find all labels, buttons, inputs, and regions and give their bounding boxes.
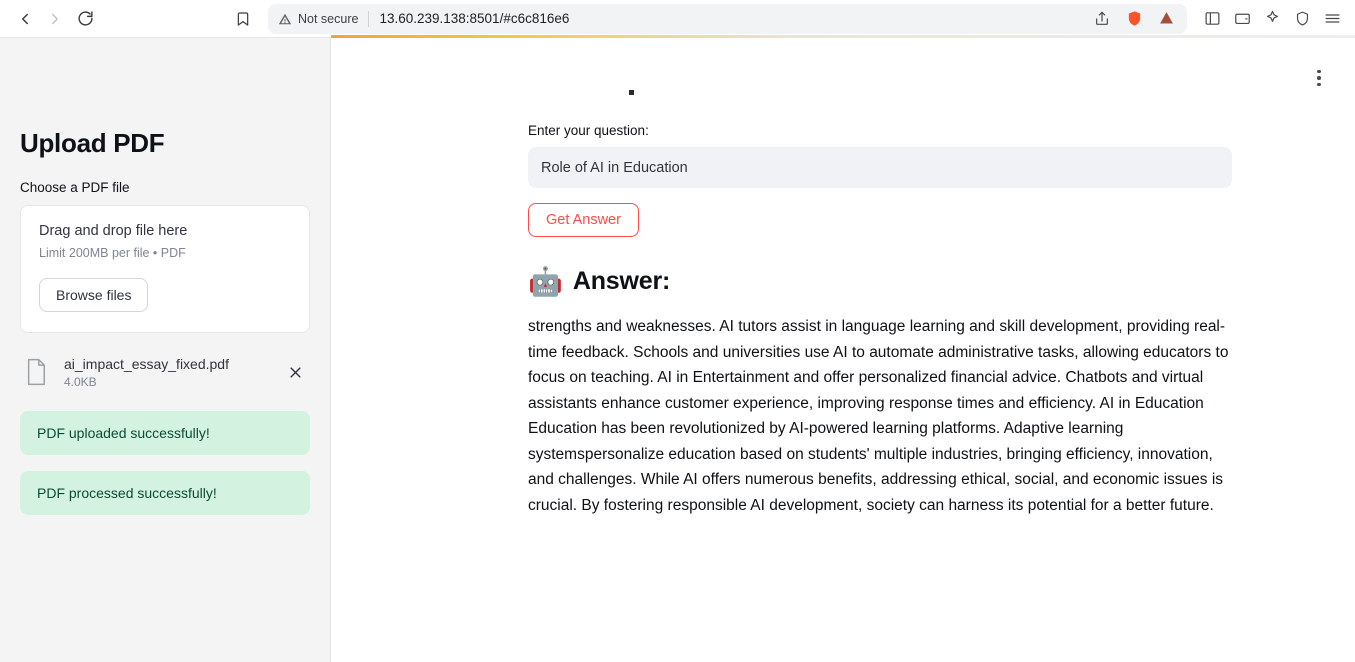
main-content	[331, 38, 1355, 662]
wallet-icon[interactable]	[1229, 6, 1255, 32]
question-label: Enter your question:	[528, 123, 649, 138]
answer-title: Answer:	[572, 267, 671, 295]
browser-actions	[1193, 6, 1345, 32]
alert-process-success: PDF processed successfully!	[20, 471, 310, 515]
file-uploader-label: Choose a PDF file	[20, 180, 130, 195]
warning-triangle-icon	[278, 12, 292, 26]
extensions-icon[interactable]	[1259, 6, 1285, 32]
share-icon[interactable]	[1089, 6, 1115, 32]
hamburger-menu-icon[interactable]	[1319, 6, 1345, 32]
brave-shield-icon[interactable]	[1121, 6, 1147, 32]
alert-upload-success: PDF uploaded successfully!	[20, 411, 310, 455]
uploaded-file-name: ai_impact_essay_fixed.pdf	[64, 355, 229, 372]
browse-files-button[interactable]: Browse files	[39, 278, 148, 312]
sidebar	[0, 38, 331, 662]
kebab-menu-icon[interactable]	[1305, 64, 1333, 92]
dropzone-title: Drag and drop file here	[39, 223, 188, 239]
forward-icon	[40, 4, 70, 34]
leo-ai-icon[interactable]	[1153, 6, 1179, 32]
question-input[interactable]	[528, 147, 1232, 188]
browser-toolbar	[0, 0, 1355, 38]
url-text[interactable]: 13.60.239.138:8501/#c6c816e6	[379, 11, 570, 26]
decorative-dot	[629, 90, 634, 95]
omnibox-divider	[368, 11, 369, 27]
file-dropzone[interactable]	[20, 205, 310, 333]
get-answer-button[interactable]: Get Answer	[528, 203, 639, 237]
back-icon[interactable]	[10, 4, 40, 34]
app-root	[0, 38, 1355, 662]
uploaded-file-size: 4.0KB	[64, 374, 97, 389]
sidebar-panel-icon[interactable]	[1199, 6, 1225, 32]
reload-icon[interactable]	[70, 4, 100, 34]
privacy-shield-icon[interactable]	[1289, 6, 1315, 32]
answer-text: strengths and weaknesses. AI tutors assist in language learning and skill development, providing real-time feedback. Schools and universities use AI to automate administrative tasks, allowing educators to focus on teaching. AI in Entertainment and offer personalized financial advice. Chatbots and virtual assistants enhance customer experience, improving response times and efficiency. AI in Education Education has been revolutionized by AI-powered learning platforms. Adaptive learning systemspersonalize education based on students' multiple industries, bringing efficiency, innovation, and challenges. While AI offers numerous benefits, addressing ethical, social, and economic issues is crucial. By fostering responsible AI development, society can harness its potential for a better future.	[528, 318, 1229, 514]
answer-heading	[528, 267, 1232, 296]
close-icon[interactable]	[282, 359, 308, 385]
not-secure-label: Not secure	[298, 11, 359, 26]
site-security-indicator[interactable]	[276, 12, 358, 26]
document-icon	[22, 355, 50, 389]
dropzone-limit: Limit 200MB per file • PDF	[39, 246, 186, 260]
bookmark-icon[interactable]	[228, 4, 258, 34]
address-bar[interactable]	[268, 4, 1187, 34]
uploaded-file-item	[20, 351, 310, 393]
page-title: Upload PDF	[20, 128, 165, 158]
robot-icon: 🤖	[528, 265, 563, 297]
